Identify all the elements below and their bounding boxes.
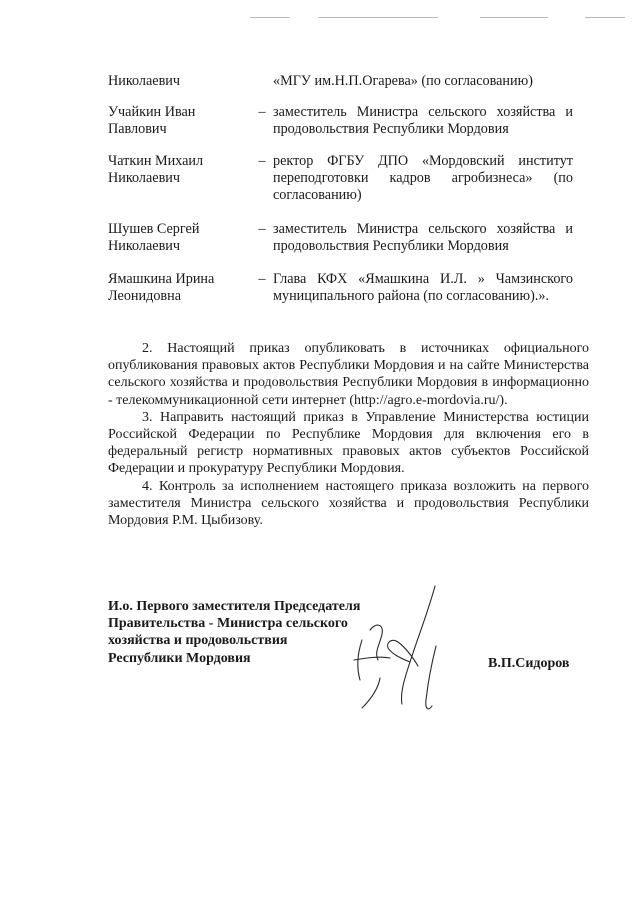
top-edge-mark [318,17,438,18]
member-position: заместитель Министра сельского хозяйства и продовольствия Республики Мордовия [273,104,573,137]
signatory-title-line: Республики Мордовия [108,650,251,666]
member-name: Чаткин Михаил Николаевич [108,153,204,186]
signatory-name: В.П.Сидоров [488,656,570,671]
member-name: Николаевич [108,73,181,89]
signatory-title-line: хозяйства и продовольствия [108,633,288,649]
member-position: ректор ФГБУ ДПО «Мордовский институт переподготовки кадров агробизнеса» (по согласованию) [273,153,573,203]
top-edge-mark [585,17,625,18]
paragraph-2: 2. Настоящий приказ опубликовать в источниках официального опубликования правовых актов Республики Мордовия и на сайте Министерства сельского хозяйства и продовольствия Республики Мордовия в информационно - телекоммуникационной сети интернет (http://agro.e-mordovia.ru/). [108,341,589,408]
member-name: Учайкин Иван Павлович [108,104,196,137]
signatory-title-line: И.о. Первого заместителя Председателя [108,599,361,614]
top-edge-mark [480,17,548,18]
member-dash: – [258,271,266,287]
top-edge-mark [250,17,290,18]
member-name: Шушев Сергей Николаевич [108,221,200,254]
signatory-title-line: Правительства - Министра сельского [108,616,348,632]
handwritten-signature [340,582,460,722]
member-dash: – [258,221,266,237]
member-position: Глава КФХ «Ямашкина И.Л. » Чамзинского муниципального района (по согласованию).». [273,271,573,304]
paragraph-3: 3. Направить настоящий приказ в Управление Министерства юстиции Российской Федерации по Республике Мордовия для включения его в федеральный регистр нормативных правовых актов субъектов Российской Федерации и прокуратуру Республики Мордовия. [108,409,589,477]
member-dash: – [258,153,266,169]
paragraph-4: 4. Контроль за исполнением настоящего приказа возложить на первого заместителя Министра сельского хозяйства и продовольствия Республики Мордовия Р.М. Цыбизову. [108,478,589,529]
member-position: «МГУ им.Н.П.Огарева» (по согласованию) [273,73,533,89]
member-position: заместитель Министра сельского хозяйства и продовольствия Республики Мордовия [273,221,573,254]
order-paragraphs [108,340,589,529]
member-dash: – [258,104,266,120]
member-name: Ямашкина Ирина Леонидовна [108,271,215,304]
